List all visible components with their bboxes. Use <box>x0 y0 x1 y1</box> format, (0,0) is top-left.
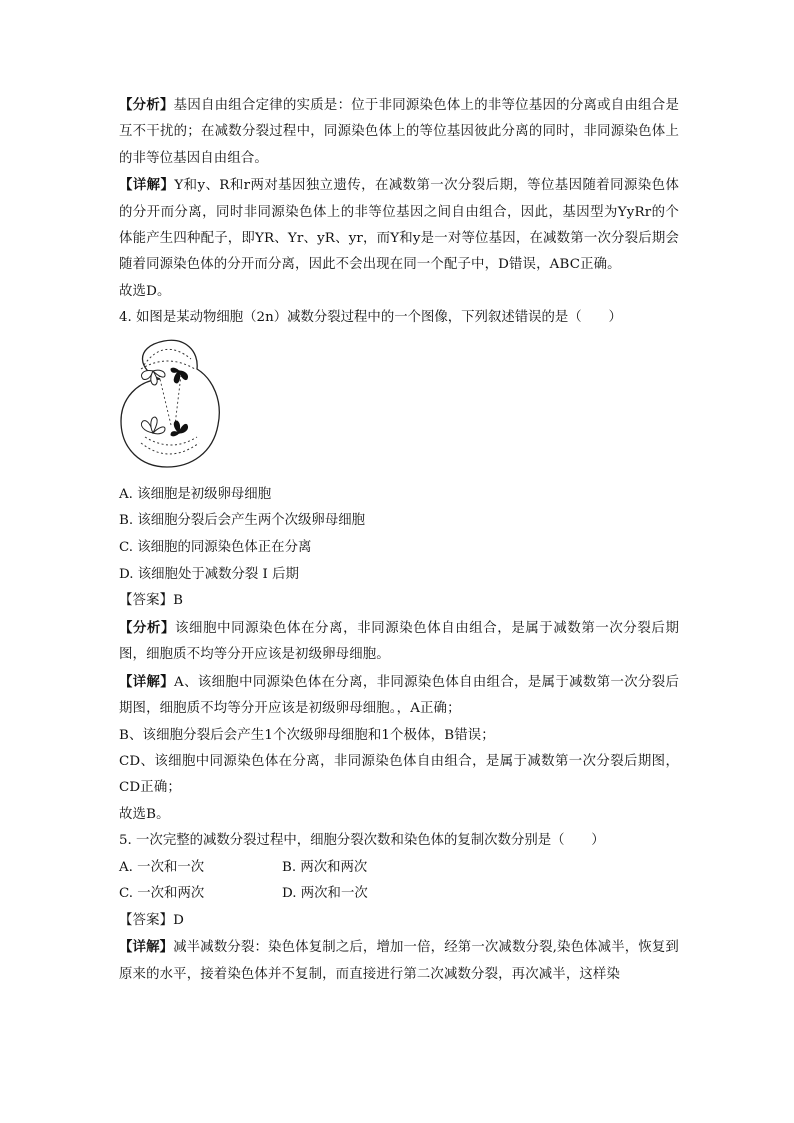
cell-division-figure <box>119 339 679 476</box>
analysis-tag: 【分析】 <box>119 97 174 113</box>
q4-detail-b: B、该细胞分裂后会产生1个次级卵母细胞和1个极体，B错误； <box>119 727 495 743</box>
q5-option-b: B. 两次和两次 <box>282 859 368 875</box>
question-4-stem: 4. 如图是某动物细胞（2n）减数分裂过程中的一个图像，下列叙述错误的是（ ） <box>119 310 622 326</box>
chromosome-black-bottom <box>171 421 188 436</box>
chromosome-white-bottom <box>141 417 165 434</box>
q5-options-row-1 <box>119 855 679 882</box>
q4-detail-paragraph <box>119 669 679 723</box>
q5-option-c: C. 一次和两次 <box>119 886 205 902</box>
spindle-fibres-top <box>141 349 195 369</box>
q4-analysis-tag: 【分析】 <box>119 619 176 636</box>
q4-option-c: C. 该细胞的同源染色体正在分离 <box>119 540 312 556</box>
q5-detail-tag: 【详解】 <box>119 939 174 956</box>
analysis-text: 基因自由组合定律的实质是：位于非同源染色体上的非等位基因的分离或自由组合是互不干扰的；在减数分裂过程中，同源染色体上的等位基因彼此分离的同时，非同源染色体上的非等位基因自由组合。 <box>119 98 679 166</box>
conclusion: 故选D。 <box>119 283 171 299</box>
q4-detail-cd: CD、该细胞中同源染色体在分离，非同源染色体自由组合，是属于减数第一次分裂后期图，CD正确； <box>119 753 679 796</box>
question-5-stem: 5. 一次完整的减数分裂过程中，细胞分裂次数和染色体的复制次数分别是（ ） <box>119 833 605 849</box>
detail-text: Y和y、R和r两对基因独立遗传，在减数第一次分裂后期，等位基因随着同源染色体的分开而分离，同时非同源染色体上的非等位基因之间自由组合，因此，基因型为YyRr的个体能产生四种配子，即YR、Yr、yR、yr，而Y和y是一对等位基因，在减数第一次分裂后期会随着同源染色体的分开而分离，因此不会出现在同一个配子中，D错误，ABC正确。 <box>119 178 679 273</box>
q4-option-d: D. 该细胞处于减数分裂 I 后期 <box>119 566 299 582</box>
analysis-paragraph <box>119 92 679 172</box>
detail-paragraph <box>119 172 679 279</box>
q4-analysis-paragraph <box>119 615 679 669</box>
q5-detail-paragraph <box>119 934 679 988</box>
q4-answer: 【答案】B <box>119 593 184 609</box>
q4-detail-tag: 【详解】 <box>119 673 175 690</box>
spindle-fibres-bottom <box>141 437 199 454</box>
cell-membrane <box>121 340 219 467</box>
q5-option-d: D. 两次和一次 <box>282 886 368 902</box>
q4-analysis-text: 该细胞中同源染色体在分离，非同源染色体自由组合，是属于减数第一次分裂后期图，细胞质不均等分开应该是初级卵母细胞。 <box>119 620 679 663</box>
detail-tag: 【详解】 <box>119 177 175 194</box>
q5-answer: 【答案】D <box>119 912 185 928</box>
q4-option-a: A. 该细胞是初级卵母细胞 <box>119 486 272 502</box>
q4-conclusion: 故选B。 <box>119 806 170 822</box>
q5-options-row-2 <box>119 881 679 908</box>
q4-option-b: B. 该细胞分裂后会产生两个次级卵母细胞 <box>119 513 365 529</box>
q5-option-a: A. 一次和一次 <box>119 859 205 875</box>
q5-detail-text: 减半减数分裂：染色体复制之后，增加一倍，经第一次减数分裂,染色体减半，恢复到原来的水平，接着染色体并不复制，而直接进行第二次减数分裂，再次减半，这样染 <box>119 940 679 982</box>
q4-detail-a: A、该细胞中同源染色体在分离，非同源染色体自由组合，是属于减数第一次分裂后期图，细胞质不均等分开应该是初级卵母细胞。，A正确； <box>119 674 680 717</box>
chromosome-black-top <box>171 368 188 383</box>
document-page <box>119 92 679 988</box>
oocyte-diagram <box>119 339 319 476</box>
